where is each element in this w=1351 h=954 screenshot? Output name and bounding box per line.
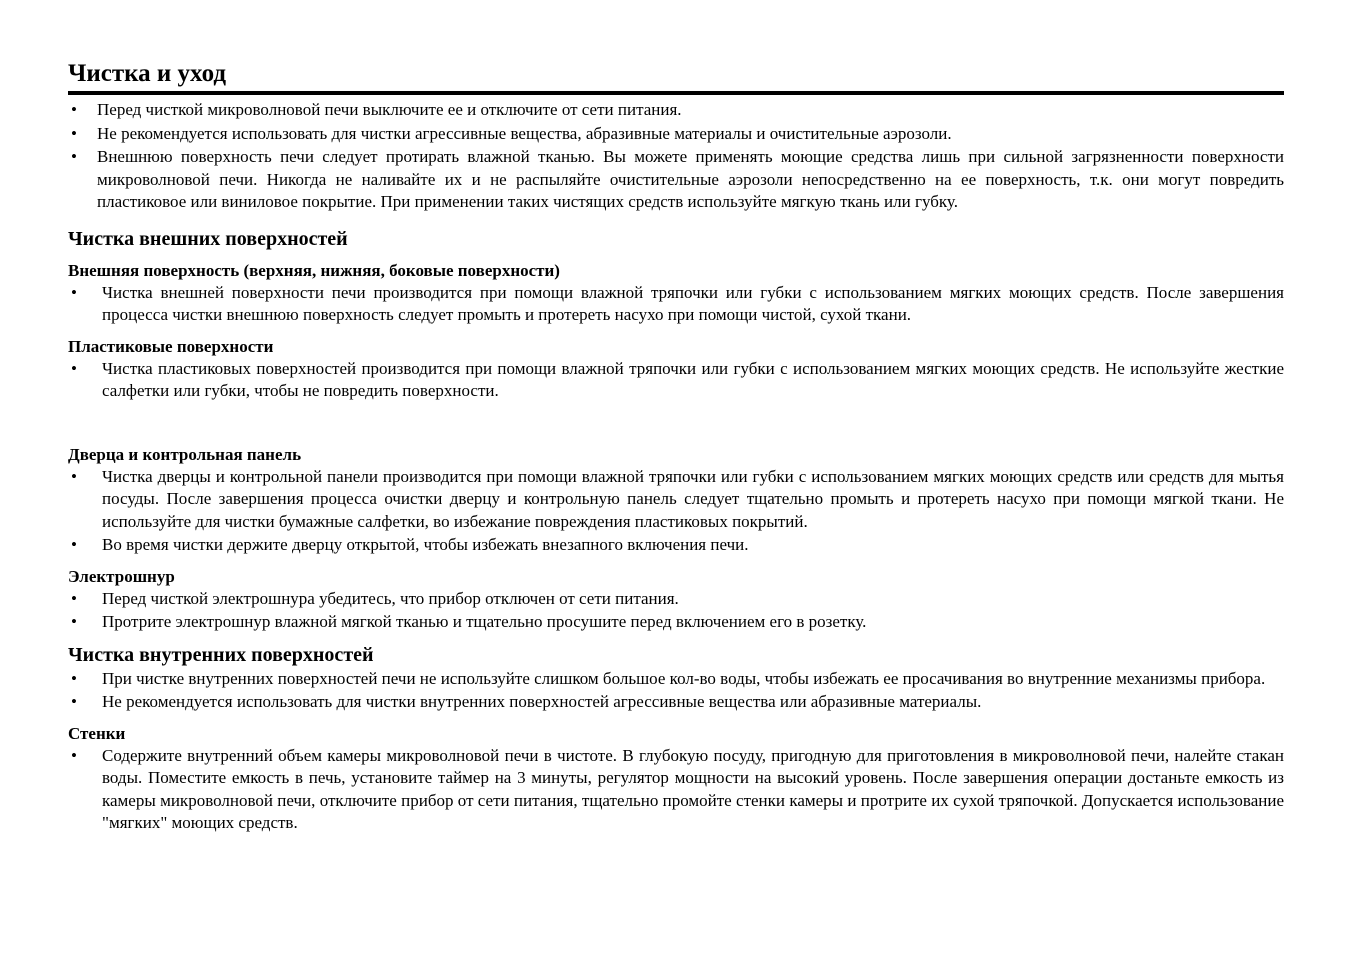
bullet-icon: •	[71, 123, 77, 143]
plastic-list	[68, 358, 1284, 403]
section-heading-internal: Чистка внутренних поверхностей	[68, 643, 374, 666]
outer-surface-list	[68, 282, 1284, 327]
list-item-text: При чистке внутренних поверхностей печи не используйте слишком большое кол-во воды, чтобы избежать ее просачивания во внутренние механизмы прибора.	[102, 668, 1266, 688]
list-item-text: Чистка пластиковых поверхностей производится при помощи влажной тряпочки или губки с использованием мягких моющих средств. Не используйте жесткие салфетки или губки, чтобы не повредить поверхности.	[102, 358, 1284, 400]
list-item	[68, 123, 1284, 146]
list-item	[68, 358, 1284, 403]
intro-list	[68, 99, 1284, 214]
list-item-text: Протрите электрошнур влажной мягкой тканью и тщательно просушите перед включением его в розетку.	[102, 612, 867, 631]
internal-list	[68, 668, 1284, 714]
bullet-icon: •	[71, 612, 77, 631]
list-item-text: Перед чисткой микроволновой печи выключите ее и отключите от сети питания.	[97, 100, 682, 119]
list-item	[68, 668, 1284, 691]
bullet-icon: •	[71, 692, 77, 711]
list-item-text: Не рекомендуется использовать для чистки внутренних поверхностей агрессивные вещества или абразивные материалы.	[102, 692, 982, 711]
bullet-icon: •	[71, 100, 77, 119]
bullet-icon: •	[71, 535, 77, 554]
door-panel-list	[68, 466, 1284, 557]
list-item-text: Перед чисткой электрошнура убедитесь, что прибор отключен от сети питания.	[102, 588, 679, 608]
list-item	[68, 745, 1284, 835]
list-item-text: Содержите внутренний объем камеры микроволновой печи в чистоте. В глубокую посуду, пригодную для приготовления в микроволновой печи, налейте стакан воды. Поместите емкость в печь, установите таймер на 3 минуты, регулятор мощности на высокий уровень. После завершения операции достаньте емкость из камеры микроволновой печи, отключите прибор от сети питания, тщательно промойте стенки камеры и протрите их сухой тряпочкой. Допускается использование "мягких" моющих средств.	[102, 745, 1284, 832]
bullet-icon: •	[71, 466, 77, 486]
list-item-text: Чистка дверцы и контрольной панели производится при помощи влажной тряпочки или губки с использованием мягких моющих средств или средств для мытья посуды. После завершения процесса очистки дверцу и контрольную панель следует тщательно промыть и протереть насухо при помощи мягкой ткани. Не используйте для чистки бумажные салфетки, во избежание повреждения пластиковых покрытий.	[102, 466, 1284, 531]
list-item	[68, 99, 1284, 122]
list-item	[68, 466, 1284, 534]
bullet-icon: •	[71, 745, 77, 765]
subheading-outer-surface: Внешняя поверхность (верхняя, нижняя, боковые поверхности)	[68, 260, 560, 280]
page-title: Чистка и уход	[68, 58, 1284, 95]
list-item-text: Чистка внешней поверхности печи производится при помощи влажной тряпочки или губки с использованием мягких моющих средств. После завершения процесса чистки внешнюю поверхность следует промыть и протереть насухо при помощи чистой, сухой ткани.	[102, 282, 1284, 324]
subheading-plastic: Пластиковые поверхности	[68, 336, 274, 356]
subheading-door-panel: Дверца и контрольная панель	[68, 444, 302, 464]
list-item	[68, 282, 1284, 327]
power-cord-list	[68, 588, 1284, 634]
bullet-icon: •	[71, 147, 77, 166]
section-heading-external: Чистка внешних поверхностей	[68, 227, 348, 250]
list-item-text: Внешнюю поверхность печи следует протирать влажной тканью. Вы можете применять моющие средства лишь при сильной загрязненности поверхности микроволновой печи. Никогда не наливайте их и не распыляйте очистительные аэрозоли непосредственно на ее поверхность, т.к. они могут повредить пластиковое или виниловое покрытие. При применении таких чистящих средств используйте мягкую ткань или губку.	[97, 147, 1284, 211]
subheading-power-cord: Электрошнур	[68, 566, 175, 586]
bullet-icon: •	[71, 358, 77, 378]
subheading-walls: Стенки	[68, 723, 126, 743]
bullet-icon: •	[71, 668, 77, 688]
walls-list	[68, 745, 1284, 835]
bullet-icon: •	[71, 588, 77, 608]
list-item	[68, 588, 1284, 611]
list-item	[68, 691, 1284, 714]
bullet-icon: •	[71, 282, 77, 302]
document-page	[68, 58, 1284, 836]
list-item	[68, 146, 1284, 214]
list-item	[68, 611, 1284, 634]
list-item	[68, 534, 1284, 557]
list-item-text: Не рекомендуется использовать для чистки агрессивные вещества, абразивные материалы и очистительные аэрозоли.	[97, 123, 952, 143]
list-item-text: Во время чистки держите дверцу открытой, чтобы избежать внезапного включения печи.	[102, 535, 749, 554]
